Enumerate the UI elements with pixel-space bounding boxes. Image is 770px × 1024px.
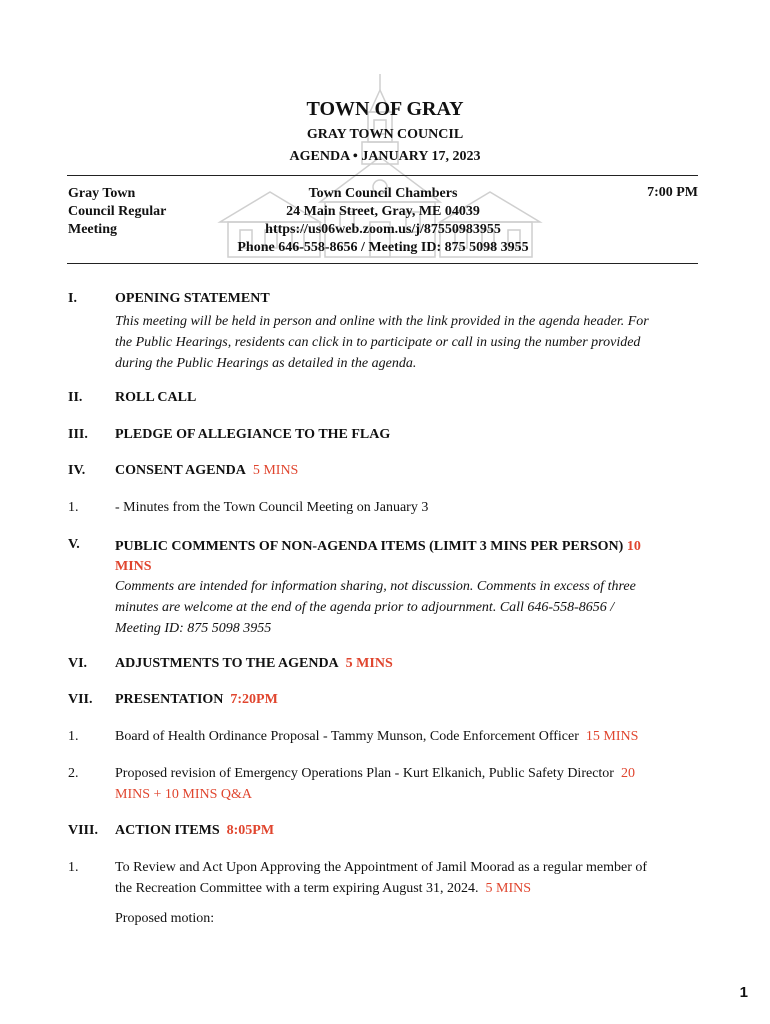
agenda-item bbox=[115, 857, 647, 899]
section-title: ROLL CALL bbox=[115, 390, 197, 405]
section-title-text: ACTION ITEMS bbox=[115, 823, 220, 838]
section-number: III. bbox=[68, 427, 88, 442]
time-allotment: 5 MINS bbox=[252, 463, 299, 478]
section-title bbox=[115, 656, 393, 672]
agenda-item-line bbox=[115, 878, 647, 899]
agenda-item-line: To Review and Act Upon Approving the Appointment of Jamil Moorad as a regular member of bbox=[115, 860, 648, 875]
section-description bbox=[115, 576, 636, 639]
section-title bbox=[115, 463, 298, 479]
time-allotment: 20 bbox=[620, 766, 635, 781]
time-allotment: 10 bbox=[626, 539, 641, 554]
section-title bbox=[115, 692, 278, 708]
time-allotment-unit: MINS + 10 MINS Q&A bbox=[115, 787, 253, 802]
location-address: 24 Main Street, Gray, ME 04039 bbox=[286, 204, 480, 219]
location-name: Town Council Chambers bbox=[308, 186, 458, 201]
section-number: V. bbox=[68, 537, 80, 552]
section-title-text: PRESENTATION bbox=[115, 692, 224, 707]
description-line: during the Public Hearings as detailed in the agenda. bbox=[115, 356, 417, 371]
agenda-item bbox=[115, 726, 638, 747]
section-title: OPENING STATEMENT bbox=[115, 291, 270, 306]
meeting-type-line: Meeting bbox=[68, 222, 117, 237]
section-title bbox=[115, 823, 274, 839]
agenda-item-text: Proposed revision of Emergency Operations Plan - Kurt Elkanich, Public Safety Director bbox=[115, 766, 614, 781]
description-line: This meeting will be held in person and online with the link provided in the agenda header. For bbox=[115, 314, 649, 329]
description-line: Meeting ID: 875 5098 3955 bbox=[115, 621, 272, 636]
agenda-item-text: the Recreation Committee with a term expiring August 31, 2024. bbox=[115, 881, 479, 896]
time-allotment: 5 MINS bbox=[345, 656, 393, 671]
section-number: VIII. bbox=[68, 823, 98, 838]
time-allotment: 15 MINS bbox=[585, 729, 639, 744]
time-allotment: 7:20PM bbox=[230, 692, 278, 707]
section-title-text: CONSENT AGENDA bbox=[115, 463, 246, 478]
council-name: GRAY TOWN COUNCIL bbox=[306, 127, 464, 142]
agenda-item: - Minutes from the Town Council Meeting on January 3 bbox=[115, 500, 429, 515]
section-title: PLEDGE OF ALLEGIANCE TO THE FLAG bbox=[115, 427, 391, 442]
zoom-link[interactable]: https://us06web.zoom.us/j/87550983955 bbox=[265, 222, 501, 237]
proposed-motion: Proposed motion: bbox=[115, 911, 215, 926]
section-title-text: PUBLIC COMMENTS OF NON-AGENDA ITEMS (LIMIT 3 MINS PER PERSON) bbox=[115, 539, 624, 554]
section-number: VI. bbox=[68, 656, 88, 671]
description-line: minutes are welcome at the end of the agenda prior to adjournment. Call 646-558-8656 / bbox=[115, 600, 615, 615]
section-title bbox=[115, 537, 641, 577]
section-number: VII. bbox=[68, 692, 93, 707]
meeting-time: 7:00 PM bbox=[647, 185, 698, 200]
agenda-item-text: Board of Health Ordinance Proposal - Tammy Munson, Code Enforcement Officer bbox=[115, 729, 579, 744]
section-number: I. bbox=[68, 291, 77, 306]
page-number: 1 bbox=[739, 984, 748, 1001]
phone-meeting-id: Phone 646-558-8656 / Meeting ID: 875 5098 3955 bbox=[237, 240, 529, 255]
agenda-date: AGENDA • JANUARY 17, 2023 bbox=[289, 149, 481, 164]
time-allotment: 5 MINS bbox=[485, 881, 532, 896]
section-number: II. bbox=[68, 390, 83, 405]
section-title-text: ADJUSTMENTS TO THE AGENDA bbox=[115, 656, 339, 671]
header-top-rule bbox=[67, 175, 698, 176]
time-allotment-unit: MINS bbox=[115, 559, 152, 574]
section-description bbox=[115, 311, 649, 374]
meeting-type-line: Council Regular bbox=[68, 204, 167, 219]
item-number: 1. bbox=[68, 729, 79, 744]
item-number: 1. bbox=[68, 500, 79, 515]
meeting-location bbox=[200, 185, 566, 257]
page-title: TOWN OF GRAY bbox=[306, 98, 464, 120]
time-allotment: 8:05PM bbox=[226, 823, 275, 838]
item-number: 1. bbox=[68, 860, 79, 875]
description-line: the Public Hearings, residents can click in to participate or call in using the number provided bbox=[115, 335, 641, 350]
meeting-type-line: Gray Town bbox=[68, 186, 136, 201]
meeting-type bbox=[68, 185, 166, 239]
item-number: 2. bbox=[68, 766, 79, 781]
agenda-item bbox=[115, 763, 635, 805]
description-line: Comments are intended for information sharing, not discussion. Comments in excess of three bbox=[115, 579, 636, 594]
section-number: IV. bbox=[68, 463, 86, 478]
header-bottom-rule bbox=[67, 263, 698, 264]
